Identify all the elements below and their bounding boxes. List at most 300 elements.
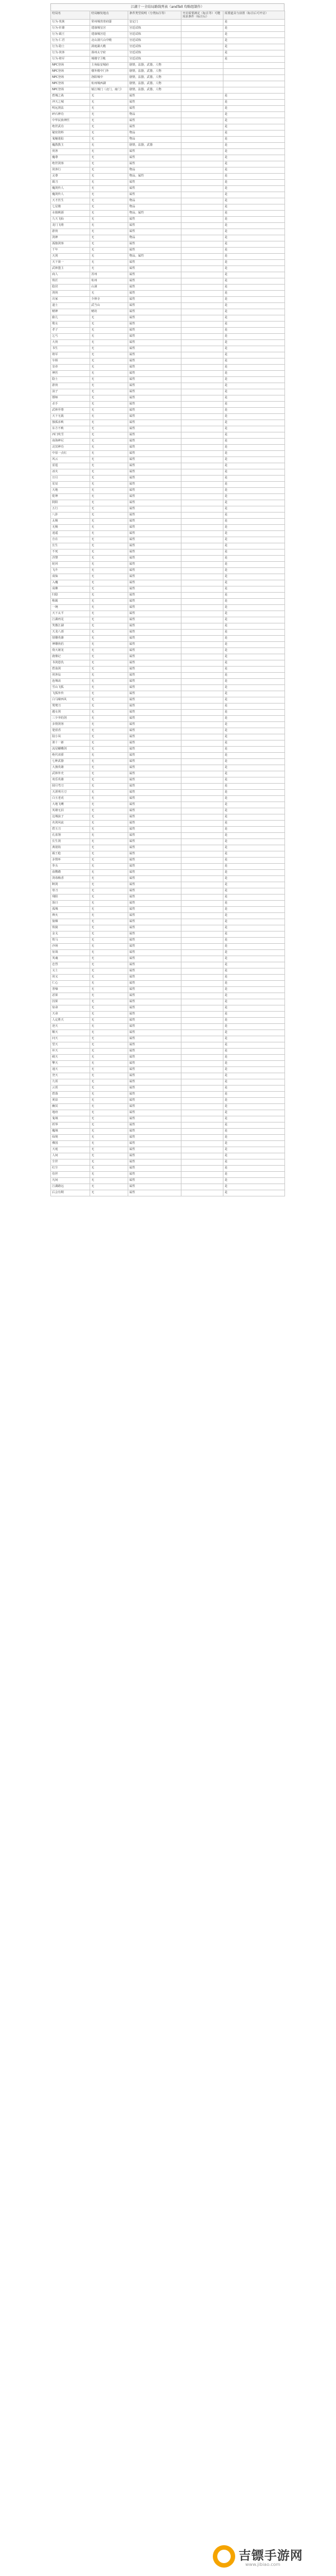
table-cell: 天剑: [51, 254, 90, 260]
table-cell: 无: [90, 248, 128, 254]
table-row: [51, 266, 285, 272]
table-cell: [181, 543, 223, 549]
table-cell: 无: [90, 426, 128, 432]
table-cell: [181, 845, 223, 851]
table-cell: 是: [223, 451, 285, 457]
table-cell: 是: [223, 919, 285, 925]
table-cell: 无: [90, 636, 128, 642]
table-row: [51, 254, 285, 260]
table-row: [51, 500, 285, 506]
table-cell: 属性: [128, 1012, 181, 1018]
table-cell: [181, 630, 223, 636]
table-row: [51, 981, 285, 987]
table-cell: 是: [223, 562, 285, 568]
table-cell: [181, 186, 223, 192]
table-cell: 是: [223, 297, 285, 303]
table-cell: [181, 254, 223, 260]
table-cell: [181, 833, 223, 839]
table-cell: 安定门: [128, 20, 181, 26]
table-cell: 无: [90, 593, 128, 599]
table-cell: 是: [223, 44, 285, 50]
table-cell: 中原一点红: [51, 451, 90, 457]
table-cell: 霸王枪: [51, 851, 90, 858]
table-cell: 无: [90, 919, 128, 925]
table-cell: 无: [90, 395, 128, 402]
table-cell: [181, 771, 223, 777]
table-cell: 天下太平: [51, 611, 90, 617]
table-cell: [223, 75, 285, 81]
table-row: [51, 32, 285, 38]
table-cell: 属性: [128, 617, 181, 623]
table-cell: 属性: [128, 962, 181, 968]
table-row: [51, 913, 285, 919]
table-cell: 属性: [128, 611, 181, 617]
table-cell: 雪山飞狐: [51, 685, 90, 691]
table-cell: 是: [223, 38, 285, 44]
table-cell: 无: [90, 648, 128, 654]
table-cell: 成仙: [51, 574, 90, 580]
table-row: [51, 1079, 285, 1086]
table-row: [51, 605, 285, 611]
table-cell: 属性: [128, 217, 181, 223]
table-cell: 属性: [128, 790, 181, 796]
table-cell: [181, 87, 223, 94]
table-cell: 登天: [51, 1073, 90, 1079]
table-cell: 无: [90, 895, 128, 901]
table-cell: [181, 759, 223, 765]
table-cell: 无: [90, 106, 128, 112]
table-cell: [181, 81, 223, 87]
table-cell: 无: [90, 851, 128, 858]
table-cell: 属性: [128, 420, 181, 426]
table-row: [51, 1042, 285, 1049]
table-row: [51, 531, 285, 537]
table-cell: 仙境: [51, 1135, 90, 1141]
table-row: [51, 630, 285, 636]
table-cell: 无: [90, 1036, 128, 1042]
table-row: [51, 845, 285, 851]
table-row: [51, 753, 285, 759]
table-row: [51, 1116, 285, 1122]
table-cell: 无: [90, 685, 128, 691]
table-cell: 无: [90, 180, 128, 186]
table-cell: 剧情，法器，武器: [128, 143, 181, 149]
table-cell: [181, 648, 223, 654]
table-cell: 是: [223, 642, 285, 648]
table-cell: [181, 716, 223, 722]
table-cell: 属性: [128, 482, 181, 488]
table-cell: [181, 149, 223, 155]
table-row: [51, 525, 285, 531]
table-row: [51, 106, 285, 112]
table-cell: 属性: [128, 660, 181, 667]
table-cell: 无: [90, 556, 128, 562]
table-cell: 是: [223, 1049, 285, 1055]
table-cell: 是: [223, 303, 285, 309]
table-cell: 属性: [128, 919, 181, 925]
table-row: [51, 303, 285, 309]
table-row: [51, 771, 285, 777]
table-row: [51, 309, 285, 315]
table-cell: 无: [90, 143, 128, 149]
table-cell: 属性: [128, 858, 181, 864]
table-cell: 属性: [128, 747, 181, 753]
table-cell: 明远剑法: [51, 106, 90, 112]
table-cell: [181, 808, 223, 814]
table-row: [51, 1141, 285, 1147]
table-row: [51, 81, 285, 87]
table-cell: 出家: [51, 297, 90, 303]
table-row: [51, 673, 285, 679]
table-cell: 属性: [128, 291, 181, 297]
table-cell: 西门吹雪: [51, 432, 90, 439]
table-cell: 落日: [51, 901, 90, 907]
table-cell: 是: [223, 759, 285, 765]
logo-inner-icon: [217, 2550, 231, 2563]
table-cell: 属性: [128, 654, 181, 660]
table-cell: 是: [223, 463, 285, 469]
table-cell: 无: [90, 1092, 128, 1098]
table-cell: 无: [90, 334, 128, 340]
table-cell: 属性: [128, 383, 181, 389]
table-cell: 无: [90, 414, 128, 420]
table-cell: 行为·侠客: [51, 50, 90, 57]
table-cell: 是: [223, 901, 285, 907]
table-row: [51, 260, 285, 266]
table-cell: [181, 180, 223, 186]
table-cell: [181, 519, 223, 525]
table-cell: 灵尊: [51, 174, 90, 180]
table-cell: 无: [90, 1098, 128, 1104]
table-row: [51, 1190, 285, 1196]
table-cell: 边城浪子: [51, 814, 90, 821]
table-cell: 轮回: [51, 562, 90, 568]
table-cell: 是: [223, 777, 285, 784]
table-row: [51, 358, 285, 365]
table-cell: [181, 322, 223, 328]
table-row: [51, 790, 285, 796]
table-cell: [181, 962, 223, 968]
table-cell: [181, 457, 223, 463]
table-cell: 属性: [128, 1178, 181, 1184]
table-row: [51, 747, 285, 753]
table-cell: 无: [90, 476, 128, 482]
table-cell: 东方不败: [51, 426, 90, 432]
table-cell: 无: [90, 784, 128, 790]
table-row: [51, 685, 285, 691]
table-cell: 是: [223, 352, 285, 358]
table-row: [51, 371, 285, 377]
table-row: [51, 648, 285, 654]
table-cell: 无: [90, 217, 128, 223]
table-cell: 是: [223, 241, 285, 248]
table-cell: [181, 371, 223, 377]
table-row: [51, 999, 285, 1005]
table-row: [51, 519, 285, 525]
table-cell: 属性: [128, 340, 181, 346]
table-row: [51, 1049, 285, 1055]
table-row: [51, 395, 285, 402]
table-row: [51, 543, 285, 549]
table-cell: [181, 50, 223, 57]
table-cell: 拳头: [51, 864, 90, 870]
table-cell: 是: [223, 131, 285, 137]
table-cell: 属性: [128, 1141, 181, 1147]
table-cell: 义士: [51, 968, 90, 975]
table-cell: 是: [223, 574, 285, 580]
table-cell: 书剑恩仇: [51, 660, 90, 667]
table-cell: 属性: [128, 451, 181, 457]
table-cell: [223, 87, 285, 94]
table-cell: 无: [90, 192, 128, 198]
table-cell: 鬼域: [51, 1116, 90, 1122]
table-cell: [181, 895, 223, 901]
table-cell: 行为·将军: [51, 57, 90, 63]
table-body: [51, 20, 285, 1196]
table-cell: 是: [223, 728, 285, 734]
table-cell: [181, 291, 223, 297]
table-cell: 神医: [51, 371, 90, 377]
table-cell: 无: [90, 586, 128, 593]
table-cell: 属性: [128, 432, 181, 439]
table-cell: 是: [223, 1005, 285, 1012]
table-row: [51, 1166, 285, 1172]
table-cell: 属性: [128, 94, 181, 100]
table-cell: [181, 469, 223, 476]
table-row: [51, 322, 285, 328]
table-cell: 无: [90, 322, 128, 328]
table-cell: [181, 445, 223, 451]
table-cell: 无: [90, 808, 128, 814]
table-cell: 无: [90, 710, 128, 716]
table-row: [51, 69, 285, 75]
table-cell: 是: [223, 648, 285, 654]
table-row: [51, 389, 285, 395]
table-cell: 属性: [128, 414, 181, 420]
table-cell: [181, 1153, 223, 1159]
table-cell: 无: [90, 463, 128, 469]
table-cell: 魔域: [51, 1129, 90, 1135]
table-cell: 无: [90, 993, 128, 999]
table-cell: [181, 463, 223, 469]
table-cell: 属性: [128, 802, 181, 808]
table-cell: 南海神尼: [51, 439, 90, 445]
table-cell: 是: [223, 808, 285, 814]
table-cell: 属性: [128, 402, 181, 408]
table-cell: [181, 790, 223, 796]
table-cell: 宫廷试炼: [128, 44, 181, 50]
table-row: [51, 919, 285, 925]
table-row: [51, 513, 285, 519]
table-row: [51, 94, 285, 100]
table-cell: [181, 340, 223, 346]
table-row: [51, 432, 285, 439]
table-cell: [181, 1166, 223, 1172]
table-cell: 无: [90, 956, 128, 962]
table-row: [51, 278, 285, 285]
table-cell: 绝世剑客: [51, 161, 90, 167]
table-cell: 属性: [128, 266, 181, 272]
table-cell: 属性: [128, 993, 181, 999]
table-cell: 属性: [128, 870, 181, 876]
table-cell: 无: [90, 1135, 128, 1141]
table-cell: 是: [223, 389, 285, 395]
table-cell: 建康城皇宫: [90, 26, 128, 32]
table-row: [51, 901, 285, 907]
table-row: [51, 180, 285, 186]
table-row: [51, 654, 285, 660]
table-cell: 属性: [128, 322, 181, 328]
table-cell: 无: [90, 605, 128, 611]
table-cell: [181, 235, 223, 241]
table-cell: 物品: [128, 131, 181, 137]
table-cell: 残阳: [51, 895, 90, 901]
table-row: [51, 882, 285, 888]
table-cell: 属性: [128, 931, 181, 938]
table-row: [51, 1135, 285, 1141]
table-cell: 无: [90, 513, 128, 519]
table-cell: 江湖再见: [51, 617, 90, 623]
table-cell: 是: [223, 673, 285, 679]
table-cell: [181, 506, 223, 513]
table-cell: 属性: [128, 476, 181, 482]
table-cell: 是: [223, 94, 285, 100]
table-row: [51, 174, 285, 180]
table-row: [51, 408, 285, 414]
table-cell: 无: [90, 821, 128, 827]
table-cell: 行为·奸雄: [51, 26, 90, 32]
table-cell: 赌神: [51, 309, 90, 315]
table-cell: 无: [90, 174, 128, 180]
table-cell: [181, 747, 223, 753]
table-cell: 无: [90, 137, 128, 143]
table-row: [51, 334, 285, 340]
table-row: [51, 506, 285, 513]
table-row: [51, 451, 285, 457]
table-cell: 是: [223, 1092, 285, 1098]
table-cell: 剑侠: [51, 291, 90, 297]
table-cell: [181, 389, 223, 395]
table-cell: 歌女: [51, 322, 90, 328]
table-cell: 是: [223, 211, 285, 217]
table-cell: 五行: [51, 506, 90, 513]
table-cell: 是: [223, 254, 285, 260]
table-cell: [181, 1024, 223, 1030]
table-cell: 无: [90, 543, 128, 549]
table-cell: 长生剑: [51, 839, 90, 845]
table-cell: [223, 69, 285, 75]
table-cell: [181, 1042, 223, 1049]
table-cell: [181, 870, 223, 876]
table-cell: 属性: [128, 667, 181, 673]
table-cell: 碧血剑: [51, 667, 90, 673]
table-cell: 行为·霸王: [51, 32, 90, 38]
table-cell: 无: [90, 525, 128, 531]
table-cell: 无: [90, 1073, 128, 1079]
table-cell: 破天: [51, 1055, 90, 1061]
table-cell: 属性: [128, 697, 181, 704]
table-cell: 无: [90, 315, 128, 322]
table-cell: [181, 241, 223, 248]
table-cell: 属性: [128, 568, 181, 574]
table-cell: 属性: [128, 759, 181, 765]
table-cell: 属性: [128, 1067, 181, 1073]
table-cell: 阴阳: [51, 500, 90, 506]
table-row: [51, 1086, 285, 1092]
table-cell: 无: [90, 1005, 128, 1012]
table-cell: 属性: [128, 556, 181, 562]
table-cell: 寒刀: [51, 888, 90, 895]
table-row: [51, 944, 285, 950]
table-cell: 属性: [128, 100, 181, 106]
table-cell: 无: [90, 734, 128, 740]
table-cell: [181, 728, 223, 734]
table-cell: 宫廷试炼: [128, 50, 181, 57]
table-row: [51, 938, 285, 944]
table-cell: [181, 931, 223, 938]
table-row: [51, 734, 285, 740]
table-cell: [181, 451, 223, 457]
table-cell: [181, 377, 223, 383]
table-row: [51, 402, 285, 408]
table-cell: 是: [223, 895, 285, 901]
table-cell: 武当山: [90, 303, 128, 309]
table-row: [51, 1147, 285, 1153]
table-cell: 是: [223, 716, 285, 722]
table-cell: 镖师: [51, 395, 90, 402]
table-cell: 属性: [128, 753, 181, 759]
table-cell: [181, 1005, 223, 1012]
table-row: [51, 285, 285, 291]
table-cell: 是: [223, 1098, 285, 1104]
table-row: [51, 488, 285, 494]
table-cell: [181, 346, 223, 352]
table-cell: [181, 907, 223, 913]
table-cell: 无: [90, 1153, 128, 1159]
table-cell: 黄泉: [51, 1098, 90, 1104]
table-cell: 是: [223, 968, 285, 975]
table-cell: 属性: [128, 574, 181, 580]
table-cell: 乞丐: [51, 334, 90, 340]
table-cell: 无: [90, 1042, 128, 1049]
table-cell: 是: [223, 1153, 285, 1159]
table-cell: 是: [223, 630, 285, 636]
table-cell: 无: [90, 747, 128, 753]
table-cell: [181, 20, 223, 26]
table-cell: [181, 1104, 223, 1110]
table-cell: 属性: [128, 734, 181, 740]
table-cell: [181, 1079, 223, 1086]
table-row: [51, 593, 285, 599]
table-cell: 属性: [128, 248, 181, 254]
table-row: [51, 950, 285, 956]
table-cell: 无: [90, 531, 128, 537]
table-row: [51, 297, 285, 303]
table-cell: 无: [90, 759, 128, 765]
table-cell: 楚留香: [51, 728, 90, 734]
table-cell: 属性: [128, 149, 181, 155]
table-cell: 是: [223, 371, 285, 377]
table-cell: 无: [90, 777, 128, 784]
table-cell: 属性: [128, 882, 181, 888]
table-cell: 是: [223, 790, 285, 796]
table-cell: 是: [223, 322, 285, 328]
table-cell: 属性: [128, 549, 181, 556]
table-cell: [181, 1159, 223, 1166]
table-cell: 佛国: [51, 1141, 90, 1147]
table-cell: 是: [223, 217, 285, 223]
table-cell: 飞狐外传: [51, 691, 90, 697]
